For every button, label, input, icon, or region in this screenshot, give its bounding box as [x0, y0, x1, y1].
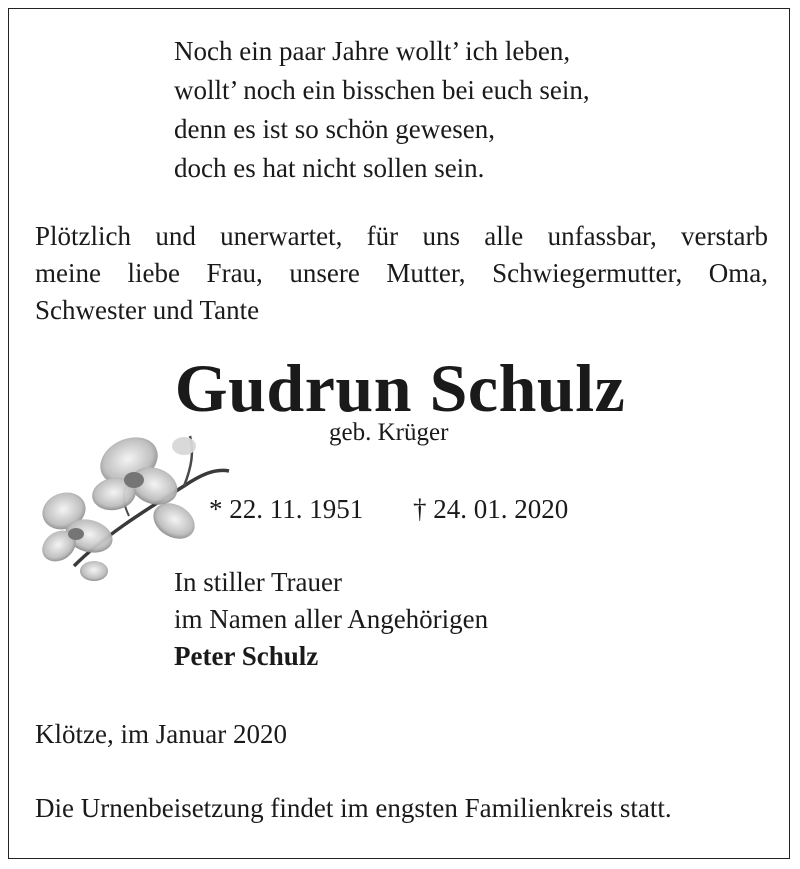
birth-date: * 22. 11. 1951: [209, 494, 364, 524]
intro-line: Schwester und Tante: [35, 295, 260, 325]
maiden-name: geb. Krüger: [329, 419, 449, 446]
signature: Peter Schulz: [174, 641, 319, 671]
mourning-line: im Namen aller Angehörigen: [174, 604, 489, 634]
mourning-block: [174, 564, 488, 675]
poem-line: doch es hat nicht sollen sein.: [174, 153, 485, 183]
orchid-image: [34, 416, 234, 586]
deceased-name: Gudrun Schulz: [174, 350, 626, 426]
burial-note: Die Urnenbeisetzung findet im engsten Familienkreis statt.: [35, 793, 672, 823]
intro-line: meine liebe Frau, unsere Mutter, Schwiegermutter, Oma,: [35, 258, 768, 288]
poem-line: wollt’ noch ein bisschen bei euch sein,: [174, 75, 590, 105]
poem-line: Noch ein paar Jahre wollt’ ich leben,: [174, 36, 571, 66]
death-date: † 24. 01. 2020: [413, 494, 569, 524]
mourning-line: In stiller Trauer: [174, 567, 342, 597]
poem-line: denn es ist so schön gewesen,: [174, 114, 495, 144]
poem: [174, 32, 590, 188]
intro-text: [35, 218, 768, 329]
intro-line: Plötzlich und unerwartet, für uns alle unfassbar, verstarb: [35, 221, 768, 251]
place-date: Klötze, im Januar 2020: [35, 719, 287, 749]
